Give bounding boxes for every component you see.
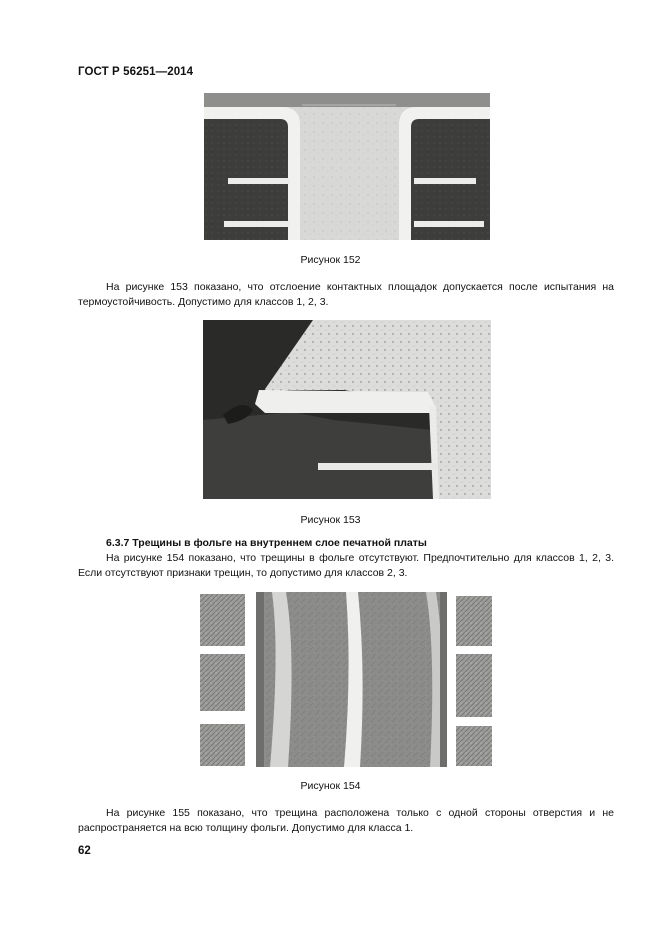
paragraph-fig155-description [78,806,614,836]
figure-154-image [200,592,492,767]
document-header: ГОСТ Р 56251—2014 [78,66,194,78]
figure-152-image [204,93,490,240]
section-heading: 6.3.7 Трещины в фольге на внутреннем слое печатной платы [106,537,427,549]
figure-153-caption: Рисунок 153 [300,514,361,526]
figure-153-image [203,320,491,499]
paragraph-text: На рисунке 154 показано, что трещины в фольге отсутствуют. Предпочтительно для классов 1, 2, 3. Если отсутствуют признаки трещин, то допустимо для классов 2, 3. [78,552,614,579]
figure-152-caption: Рисунок 152 [300,254,361,266]
figure-154-caption: Рисунок 154 [300,780,361,792]
paragraph-text: На рисунке 153 показано, что отслоение контактных площадок допускается после испытания на термоустойчивость. Допустимо для классов 1, 2, 3. [78,281,614,308]
paragraph-text: На рисунке 155 показано, что трещина расположена только с одной стороны отверстия и не распространяется на всю толщину фольги. Допустимо для класса 1. [78,807,614,834]
paragraph-fig154-description [78,551,614,581]
paragraph-fig153-description [78,280,614,310]
page-number: 62 [78,845,91,857]
